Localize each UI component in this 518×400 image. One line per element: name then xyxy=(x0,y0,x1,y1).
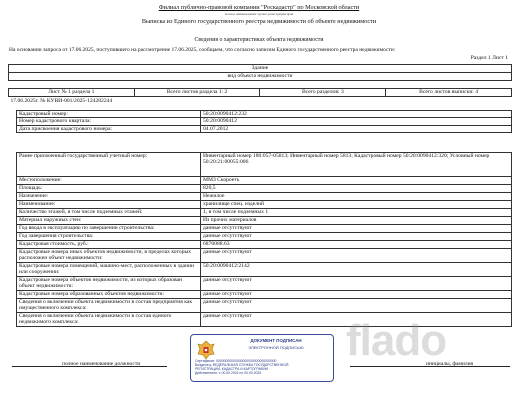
info-title: Сведения о характеристиках объекта недвижимости xyxy=(194,37,324,43)
table-row xyxy=(17,233,512,241)
table-row xyxy=(17,185,512,193)
table-row xyxy=(17,153,512,177)
row-value: Инвентарный номер 180:057-05813; Инвентарный номер 5813; Кадастровый номер 50:20:0090412:320; Условный номер 50:20:21:00055:006 xyxy=(201,153,512,177)
object-type: Здание xyxy=(9,65,512,73)
row-label: Кадастровые номера помещений, машино-мест, расположенных в здании или сооружении: xyxy=(17,263,201,277)
table-row xyxy=(17,125,512,132)
row-value: 50:20:0090412:2142 xyxy=(201,263,512,277)
row-value: данные отсутствуют xyxy=(201,225,512,233)
row-label: Сведения о включении объекта недвижимости в состав предприятия как имущественного комплекса: xyxy=(17,299,201,313)
row-value: 1, в том числе подземных 1 xyxy=(201,209,512,217)
stamp-owner: Владелец: ФЕДЕРАЛЬНАЯ СЛУЖБА ГОСУДАРСТВЕННОЙ xyxy=(195,363,289,368)
row-value: данные отсутствуют xyxy=(201,313,512,327)
row-label: Сведения о включении объекта недвижимости в состав единого недвижимого комплекса: xyxy=(17,313,201,327)
row-value: данные отсутствуют xyxy=(201,249,512,263)
row-label: Ранее присвоенный государственный учетный номер: xyxy=(17,153,201,177)
row-label: Площадь: xyxy=(17,185,201,193)
extract-title: Выписка из Единого государственного реестра недвижимости об объекте недвижимости xyxy=(141,18,377,25)
row-label: Местоположение: xyxy=(17,177,201,185)
table-row xyxy=(17,277,512,291)
stamp-validity: Действителен: с 00.00.2024 по 00.00.2025 xyxy=(195,371,262,376)
table-row xyxy=(17,263,512,277)
name-label: инициалы, фамилия xyxy=(426,361,474,367)
request-text: На основании запроса от 17.06.2025, поступившего на рассмотрение 17.06.2025, сообщаем, что согласно записям Единого государственного реестра недвижимости: xyxy=(9,47,396,53)
coat-of-arms-icon xyxy=(195,339,217,361)
org-caption: полное наименование органа регистрации прав xyxy=(224,12,294,16)
row-value: 6870088.63 xyxy=(201,241,512,249)
watermark-logo: flado xyxy=(346,316,447,365)
section-number: Раздел 1 Лист 1 xyxy=(470,55,508,61)
row-value: хранилище спец. изделий xyxy=(201,201,512,209)
cadastral-number-table xyxy=(16,110,512,133)
extract-date-number: 17.06.2025г. № КУВИ-001/2025-124282244 xyxy=(10,98,113,104)
row-label: Материал наружных стен: xyxy=(17,217,201,225)
table-row xyxy=(17,209,512,217)
object-type-caption: вид объекта недвижимости xyxy=(9,73,512,81)
table-row xyxy=(17,249,512,263)
characteristics-table xyxy=(16,152,512,327)
position-label: полное наименование должности xyxy=(62,361,141,367)
object-header-table xyxy=(8,64,512,105)
stamp-subtitle: ЭЛЕКТРОННОЙ ПОДПИСЬЮ xyxy=(248,345,304,350)
row-label: Дата присвоения кадастрового номера: xyxy=(17,125,201,132)
row-value: ММЗ Скороеть xyxy=(201,177,512,185)
row-label: Назначение: xyxy=(17,193,201,201)
table-row xyxy=(17,217,512,225)
sheet-number: Лист № 1 раздела 1 xyxy=(9,89,135,97)
stamp-details xyxy=(195,359,331,375)
row-value: данные отсутствуют xyxy=(201,299,512,313)
row-value: данные отсутствуют xyxy=(201,277,512,291)
table-row xyxy=(17,118,512,125)
stamp-owner-cont: РЕГИСТРАЦИИ, КАДАСТРА И КАРТОГРАФИИ xyxy=(195,367,268,372)
row-label: Кадастровый номер: xyxy=(17,111,201,118)
row-label: Наименование: xyxy=(17,201,201,209)
row-label: Кадастровые номера иных объектов недвижимости, в пределах которых расположен объект недвижимости: xyxy=(17,249,201,263)
row-label: Кадастровая стоимость, руб.: xyxy=(17,241,201,249)
row-value: Из прочих материалов xyxy=(201,217,512,225)
electronic-signature-stamp xyxy=(190,334,334,382)
table-row xyxy=(17,193,512,201)
row-label: Кадастровые номера образованных объектов недвижимости: xyxy=(17,291,201,299)
row-value: данные отсутствуют xyxy=(201,233,512,241)
row-value: 50:20:0090412 xyxy=(201,118,512,125)
row-value: 820,5 xyxy=(201,185,512,193)
row-value: 50:20:0090412:232 xyxy=(201,111,512,118)
row-label: Год завершения строительства: xyxy=(17,233,201,241)
row-label: Количество этажей, в том числе подземных этажей: xyxy=(17,209,201,217)
row-value: данные отсутствуют xyxy=(201,291,512,299)
row-value: Нежилое xyxy=(201,193,512,201)
table-row xyxy=(17,201,512,209)
extract-sheets-total: Всего листов выписки: 4 xyxy=(386,89,512,97)
table-row xyxy=(17,299,512,313)
table-row xyxy=(17,177,512,185)
section-sheets-total: Всего листов раздела 1: 2 xyxy=(134,89,260,97)
stamp-certificate: Сертификат: 00000000000000000000000000000000 xyxy=(195,359,277,363)
row-label: Год ввода в эксплуатацию по завершении строительства: xyxy=(17,225,201,233)
sections-total: Всего разделов: 3 xyxy=(260,89,386,97)
row-label: Кадастровые номера объектов недвижимости, из которых образован объект недвижимости: xyxy=(17,277,201,291)
org-name: Филиал публично-правовой компании "Роскадастр" по Московской области xyxy=(158,4,360,11)
table-row xyxy=(17,111,512,118)
row-label: Номер кадастрового квартала: xyxy=(17,118,201,125)
table-row xyxy=(17,225,512,233)
row-value: 04.07.2012 xyxy=(201,125,512,132)
stamp-title: ДОКУМЕНТ ПОДПИСАН xyxy=(250,338,302,343)
table-row xyxy=(17,291,512,299)
table-row xyxy=(17,241,512,249)
